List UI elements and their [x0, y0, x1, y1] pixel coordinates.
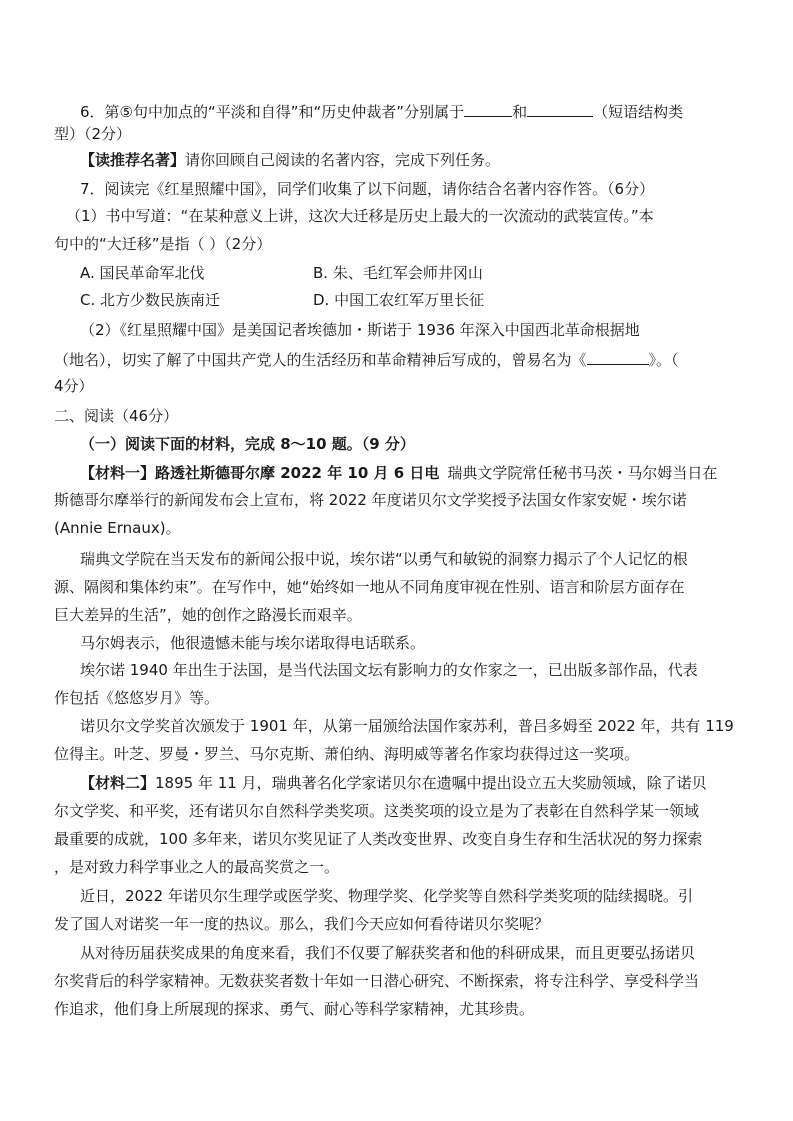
q6-blank-1[interactable] — [464, 101, 512, 117]
material1-lead: 【材料一】路透社斯德哥尔摩 2022 年 10 月 6 日电 — [80, 464, 440, 482]
q7-sub2-line2 — [54, 349, 679, 369]
q7-stem: 7．阅读完《红星照耀中国》，同学们收集了以下问题，请你结合名著内容作答。（6分） — [80, 180, 655, 198]
material1-p5-line1: 诺贝尔文学奖首次颁发于 1901 年，从第一届颁给法国作家苏利，普吕多姆至 2022 年，共有 119 — [80, 717, 734, 735]
material2-p1-line3: 最重要的成就，100 多年来，诺贝尔奖见证了人类改变世界、改变自身生存和生活状况的努力探索 — [54, 830, 703, 848]
material2-p1-line4: ，是对致力科学事业之人的最高奖赏之一。 — [54, 858, 340, 876]
q6-text-mid: 和 — [512, 103, 528, 121]
material1-p1-line2: 斯德哥尔摩举行的新闻发布会上宣布，将 2022 年度诺贝尔文学奖授予法国女作家安妮・埃尔诺 — [54, 491, 687, 509]
material2-p2-line1: 近日，2022 年诺贝尔生理学或医学奖、物理学奖、化学奖等自然科学类奖项的陆续揭晓。引 — [80, 887, 693, 905]
q7-option-b: B. 朱、毛红军会师井冈山 — [313, 264, 483, 282]
material2-p3-line2: 尔奖背后的科学家精神。无数获奖者数十年如一日潜心研究、不断探索，将专注科学、享受科学当 — [54, 972, 700, 990]
material1-p2-line3: 巨大差异的生活”，她的创作之路漫长而艰辛。 — [54, 606, 362, 624]
q7-sub2-blank[interactable] — [587, 349, 649, 365]
q6-line1 — [80, 101, 683, 121]
q7-option-d: D. 中国工农红军万里长征 — [313, 291, 485, 309]
section2-title: 二、阅读（46分） — [54, 407, 179, 425]
material1-p1-line1: 瑞典文学院常任秘书马茨・马尔姆当日在 — [447, 464, 718, 482]
q7-sub2-line1: （2）《红星照耀中国》是美国记者埃德加・斯诺于 1936 年深入中国西北革命根据地 — [80, 321, 640, 339]
material1-p4-line2: 作包括《悠悠岁月》等。 — [54, 689, 220, 707]
q7-sub2-line3: 4分） — [54, 377, 94, 395]
material2-lead: 【材料二】 — [80, 774, 156, 792]
material2-line1 — [80, 773, 707, 793]
q7-option-c: C. 北方少数民族南迁 — [80, 291, 221, 309]
material2-p1-line1: 1895 年 11 月，瑞典著名化学家诺贝尔在遗嘱中提出设立五大奖励领域，除了诺贝 — [155, 774, 707, 792]
q6-blank-2[interactable] — [527, 101, 593, 117]
q7-option-a: A. 国民革命军北伐 — [80, 264, 205, 282]
material2-p3-line3: 作追求，他们身上所展现的探求、勇气、耐心等科学家精神，尤其珍贵。 — [54, 1000, 535, 1018]
q6-line2: 型）（2分） — [54, 125, 132, 143]
q7-sub1-line1: （1）书中写道：“在某种意义上讲，这次大迁移是历史上最大的一次流动的武装宣传。”本 — [66, 207, 654, 225]
q7-sub2-text-a: （地名），切实了解了中国共产党人的生活经历和革命精神后写成的，曾易名为《 — [54, 351, 587, 369]
material1-p4-line1: 埃尔诺 1940 年出生于法国，是当代法国文坛有影响力的女作家之一，已出版多部作品，代表 — [80, 661, 698, 679]
q7-sub1-line2: 句中的“大迁移”是指（ ）（2分） — [54, 235, 272, 253]
material1-p2-line2: 源、隔阂和集体约束”。在写作中，她“始终如一地从不同角度审视在性别、语言和阶层方面存在 — [54, 578, 685, 596]
material1-p5-line2: 位得主。叶芝、罗曼・罗兰、马尔克斯、萧伯纳、海明威等著名作家均获得过这一奖项。 — [54, 745, 640, 763]
section2-part1-heading: （一）阅读下面的材料，完成 8～10 题。（9 分） — [80, 435, 415, 453]
material1-p2-line1: 瑞典文学院在当天发布的新闻公报中说，埃尔诺“以勇气和敏锐的洞察力揭示了个人记忆的根 — [80, 550, 688, 568]
q6-text-a: 6．第⑤句中加点的“平淡和自得”和“历史仲裁者”分别属于 — [80, 103, 465, 121]
material2-p2-line2: 发了国人对诺奖一年一度的热议。那么，我们今天应如何看待诺贝尔奖呢？ — [54, 915, 550, 933]
reading-heading-text: 请你回顾自己阅读的名著内容，完成下列任务。 — [185, 151, 501, 169]
q7-sub2-text-b: 》。（ — [648, 351, 679, 369]
material1-p3: 马尔姆表示，他很遗憾未能与埃尔诺取得电话联系。 — [80, 634, 426, 652]
q6-text-b: （短语结构类 — [593, 103, 684, 121]
material1-p1-line3: (Annie Ernaux)。 — [54, 519, 181, 537]
reading-heading-tag: 【读推荐名著】 — [80, 151, 186, 169]
material2-p1-line2: 尔文学奖、和平奖，还有诺贝尔自然科学类奖项。这类奖项的设立是为了表彰在自然科学某一领域 — [54, 802, 700, 820]
material1-line1 — [80, 463, 717, 483]
material2-p3-line1: 从对待历届获奖成果的角度来看，我们不仅要了解获奖者和他的科研成果，而且更要弘扬诺贝 — [80, 944, 696, 962]
reading-heading — [80, 150, 500, 170]
